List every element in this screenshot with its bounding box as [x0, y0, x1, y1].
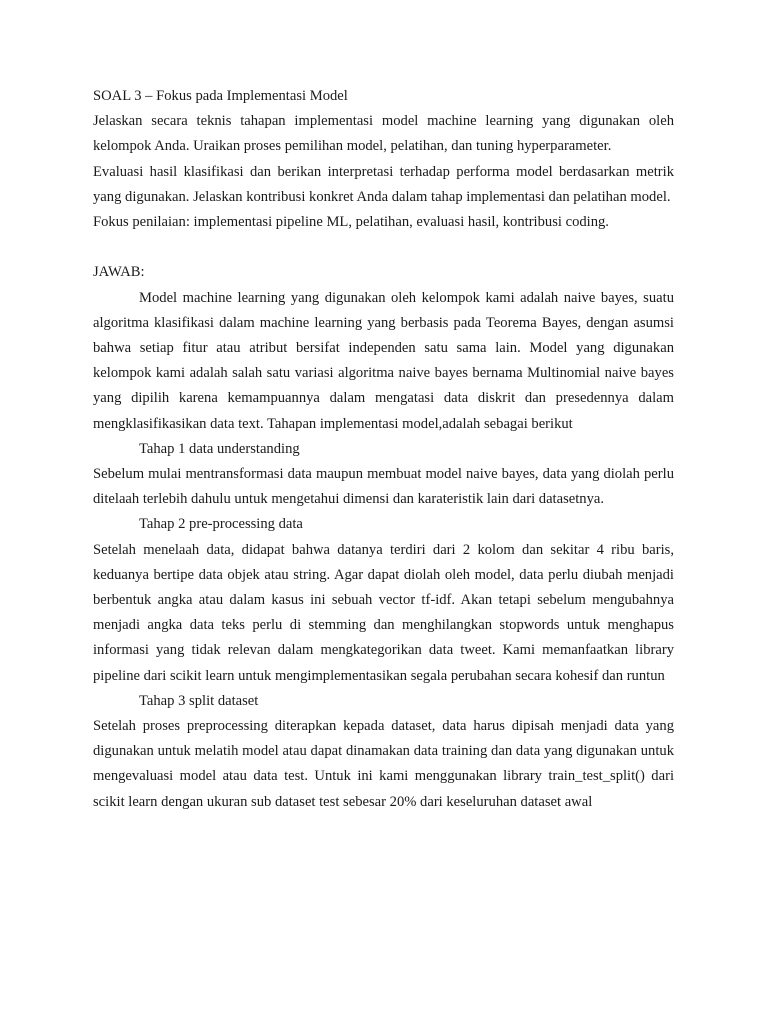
- answer-label: JAWAB:: [93, 264, 145, 281]
- step-3-body: Setelah proses preprocessing diterapkan kepada dataset, data harus dipisah menjadi data yang digunakan untuk melatih model atau dapat dinamakan data training dan data yang digunakan untuk mengevaluasi model atau data test. Untuk ini kami menggunakan library train_test_split() dari scikit learn dengan ukuran sub dataset test sebesar 20% dari keseluruhan dataset awal: [93, 718, 674, 810]
- step-3-title: Tahap 3 split dataset: [139, 692, 259, 709]
- question-title: SOAL 3 – Fokus pada Implementasi Model: [93, 88, 348, 104]
- step-1-body: Sebelum mulai mentransformasi data maupun membuat model naive bayes, data yang diolah perlu ditelaah terlebih dahulu untuk mengetahui dimensi dan karateristik lain dari datasetnya.: [93, 466, 674, 508]
- step-1-title: Tahap 1 data understanding: [139, 440, 300, 457]
- blank-line: [93, 235, 674, 260]
- step-2-body: Setelah menelaah data, didapat bahwa datanya terdiri dari 2 kolom dan sekitar 4 ribu baris, keduanya bertipe data objek atau string. Agar dapat diolah oleh model, data perlu diubah menjadi berbentuk angka atau dalam kasus ini sebuah vector tf-idf. Akan tetapi sebelum mengubahnya menjadi angka data teks perlu di stemming dan menghilangkan stopwords untuk menghapus informasi yang tidak relevan dalam mengkategorikan data tweet. Kami memanfaatkan library pipeline dari scikit learn untuk mengimplementasikan segala perubahan secara kohesif dan runtun: [93, 541, 674, 684]
- step-2-title: Tahap 2 pre-processing data: [139, 516, 303, 533]
- question-focus: Fokus penilaian: implementasi pipeline ML, pelatihan, evaluasi hasil, kontribusi coding.: [93, 214, 609, 231]
- question-paragraph-1: Jelaskan secara teknis tahapan implementasi model machine learning yang digunakan oleh kelompok Anda. Uraikan proses pemilihan model, pelatihan, dan tuning hyperparameter.: [93, 113, 674, 155]
- answer-intro: Model machine learning yang digunakan oleh kelompok kami adalah naive bayes, suatu algoritma klasifikasi dalam machine learning yang berbasis pada Teorema Bayes, dengan asumsi bahwa setiap fitur atau atribut bersifat independen satu sama lain. Model yang digunakan kelompok kami adalah salah satu variasi algoritma naive bayes bernama Multinomial naive bayes yang dipilih karena kemampuannya dalam mengatasi data diskrit dan presedennya dalam mengklasifikasikan data text. Tahapan implementasi model,adalah sebagai berikut: [93, 289, 674, 432]
- question-paragraph-2: Evaluasi hasil klasifikasi dan berikan interpretasi terhadap performa model berdasarkan metrik yang digunakan. Jelaskan kontribusi konkret Anda dalam tahap implementasi dan pelatihan model.: [93, 163, 674, 205]
- document-page: [93, 84, 674, 815]
